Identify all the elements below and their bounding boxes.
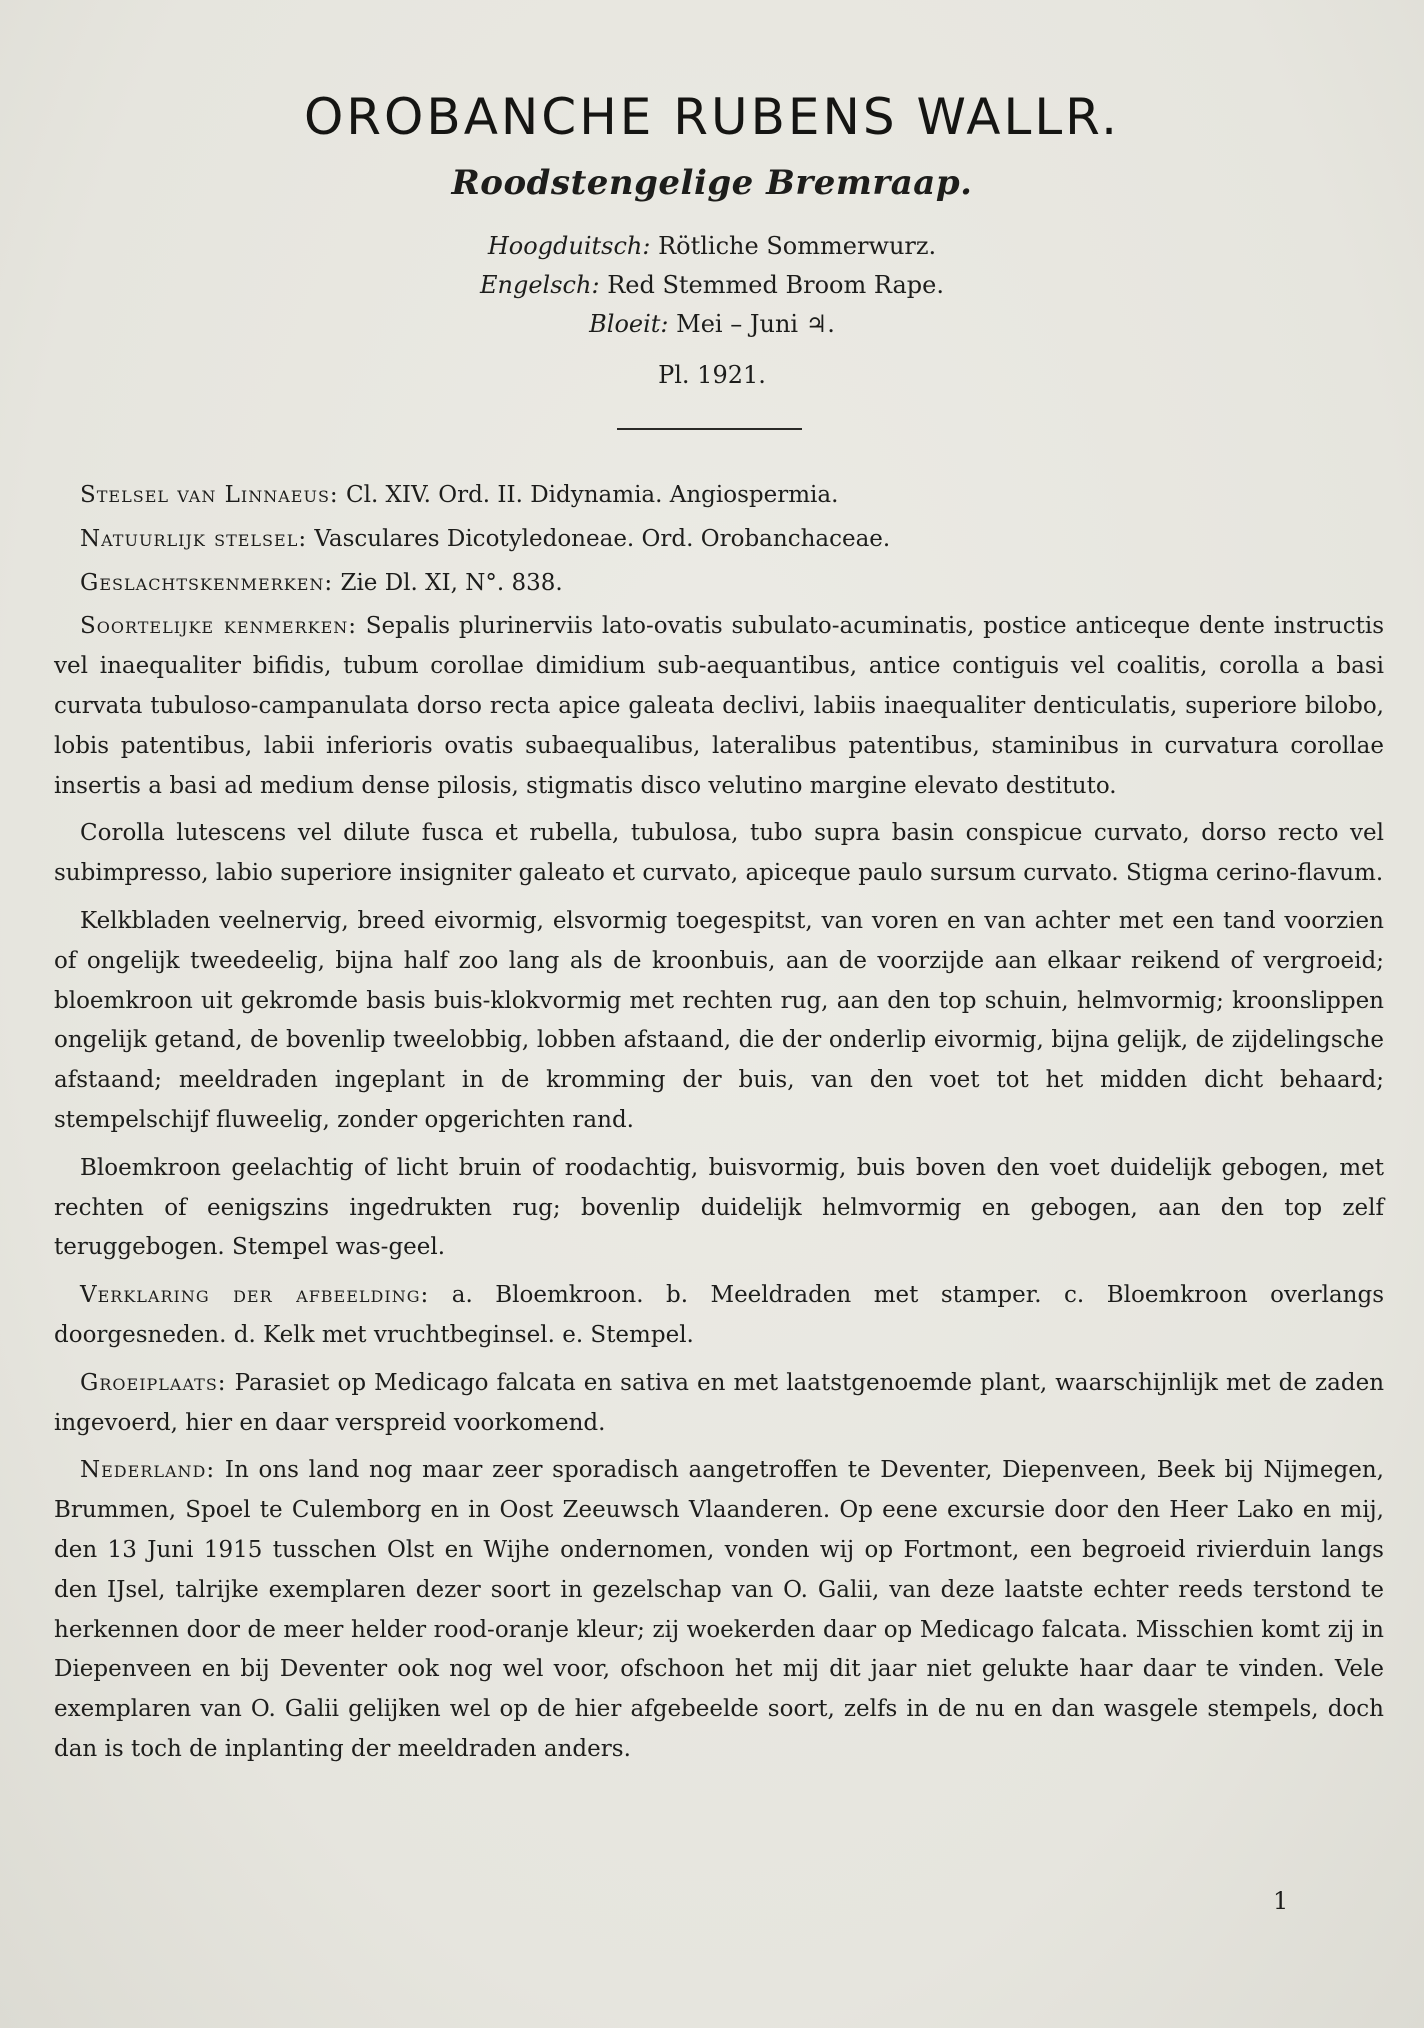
divider-rule: [617, 428, 802, 430]
figure-explanation-label: Verklaring der afbeelding:: [80, 1282, 430, 1309]
natural-system-label: Natuurlijk stelsel:: [80, 525, 308, 552]
figure-explanation-text: a. Bloemkroon. b. Meeldraden met stamper. c. Bloemkroon overlangs doorgesneden. d. Kelk met vruchtbeginsel. e. Stempel.: [54, 1282, 1385, 1348]
linnaeus-label: Stelsel van Linnaeus:: [80, 482, 339, 508]
natural-system-text: Vasculares Dicotyledoneae. Ord. Orobanchaceae.: [314, 525, 891, 552]
german-value: Rötliche Sommerwurz.: [658, 232, 937, 260]
linnaeus-paragraph: [54, 476, 1384, 516]
habitat-paragraph: [54, 1364, 1384, 1444]
genus-text: Zie Dl. XI, N°. 838.: [340, 569, 563, 596]
article-body: [54, 476, 1384, 1778]
bloom-label: Bloeit:: [589, 310, 669, 338]
plate-number: Pl. 1921.: [658, 361, 766, 389]
genus-label: Geslachtskenmerken:: [80, 569, 334, 596]
habitat-label: Groeiplaats:: [80, 1369, 227, 1396]
netherlands-text: In ons land nog maar zeer sporadisch aangetroffen te Deventer, Diepenveen, Beek bij Nijmegen, Brummen, Spoel te Culemborg en in Oost Zeeuwsch Vlaanderen. Op eene excursie door den Heer Lako en mij, den 13 Juni 1915 tusschen Olst en Wijhe ondernomen, vonden wij op Fortmont, een begroeid rivierduin langs den IJsel, talrijke exemplaren dezer soort in gezelschap van O. Galii, van deze laatste echter reeds terstond te herkennen door de meer helder rood-oranje kleur; zij woekerden daar op Medicago falcata. Misschien komt zij in Diepenveen en bij Deventer ook nog wel voor, ofschoon het mij dit jaar niet gelukte haar daar te vinden. Vele exemplaren van O. Galii gelijken wel op de hier afgebeelde soort, zelfs in de nu en dan wasgele stempels, doch dan is toch de inplanting der meeldraden anders.: [54, 1457, 1384, 1762]
bloom-value: Mei – Juni ♃.: [676, 310, 835, 338]
english-value: Red Stemmed Broom Rape.: [607, 271, 944, 299]
figure-explanation-paragraph: [54, 1276, 1384, 1356]
genus-paragraph: [54, 564, 1384, 604]
kelk-dutch-paragraph: Kelkbladen veelnervig, breed eivormig, elsvormig toegespitst, van voren en van achter met een tand voorzien of ongelijk tweedeelig, bijna half zoo lang als de kroonbuis, aan de voorzijde aan elkaar reikend of vergroeid; bloemkroon uit gekromde basis buis-klokvormig met rechten rug, aan den top schuin, helmvormig; kroonslippen ongelijk getand, de bovenlip tweelobbig, lobben afstaand, die der onderlip eivormig, bijna gelijk, de zijdelingsche afstaand; meeldraden ingeplant in de kromming der buis, van den voet tot het midden dicht behaard; stempelschijf fluweelig, zonder opgerichten rand.: [54, 907, 1384, 1133]
netherlands-label: Nederland:: [80, 1457, 216, 1484]
english-name-line: [0, 271, 1424, 299]
habitat-text: Parasiet op Medicago falcata en sativa en met laatstgenoemde plant, waarschijnlijk met de zaden ingevoerd, hier en daar verspreid voorkomend.: [54, 1369, 1385, 1436]
german-label: Hoogduitsch:: [487, 232, 651, 260]
corolla-latin-paragraph: Corolla lutescens vel dilute fusca et rubella, tubulosa, tubo supra basin conspicue curvato, dorso recto vel subimpresso, labio superiore insigniter galeato et curvato, apiceque paulo sursum curvato. Stigma cerino-flavum.: [54, 820, 1384, 887]
german-name-line: [0, 232, 1424, 260]
natural-system-paragraph: [54, 520, 1384, 560]
english-label: Engelsch:: [480, 271, 600, 299]
netherlands-paragraph: [54, 1451, 1384, 1769]
linnaeus-text: Cl. XIV. Ord. II. Didynamia. Angiospermia.: [345, 482, 839, 508]
species-paragraph: [54, 607, 1384, 806]
page-number: 1: [1273, 1887, 1289, 1915]
bloom-line: [0, 310, 1424, 338]
page-subtitle: Roodstengelige Bremraap.: [451, 163, 973, 203]
species-text: Sepalis plurinerviis lato-ovatis subulato-acuminatis, postice anticeque dente instructis vel inaequaliter bifidis, tubum corollae dimidium sub-aequantibus, antice contiguis vel coalitis, corolla a basi curvata tubuloso-campanulata dorso recta apice galeata declivi, labiis inaequaliter denticulatis, superiore bilobo, lobis patentibus, labii inferioris ovatis subaequalibus, lateralibus patentibus, staminibus in curvatura corollae insertis a basi ad medium dense pilosis, stigmatis disco velutino margine elevato destituto.: [54, 613, 1384, 799]
bloemkroon-dutch-paragraph: Bloemkroon geelachtig of licht bruin of roodachtig, buisvormig, buis boven den voet duidelijk gebogen, met rechten of eenigszins ingedrukten rug; bovenlip duidelijk helmvormig en gebogen, aan den top zelf teruggebogen. Stempel was-geel.: [54, 1154, 1384, 1261]
species-label: Soortelijke kenmerken:: [80, 613, 357, 640]
page-title: OROBANCHE RUBENS WALLR.: [303, 88, 1121, 146]
